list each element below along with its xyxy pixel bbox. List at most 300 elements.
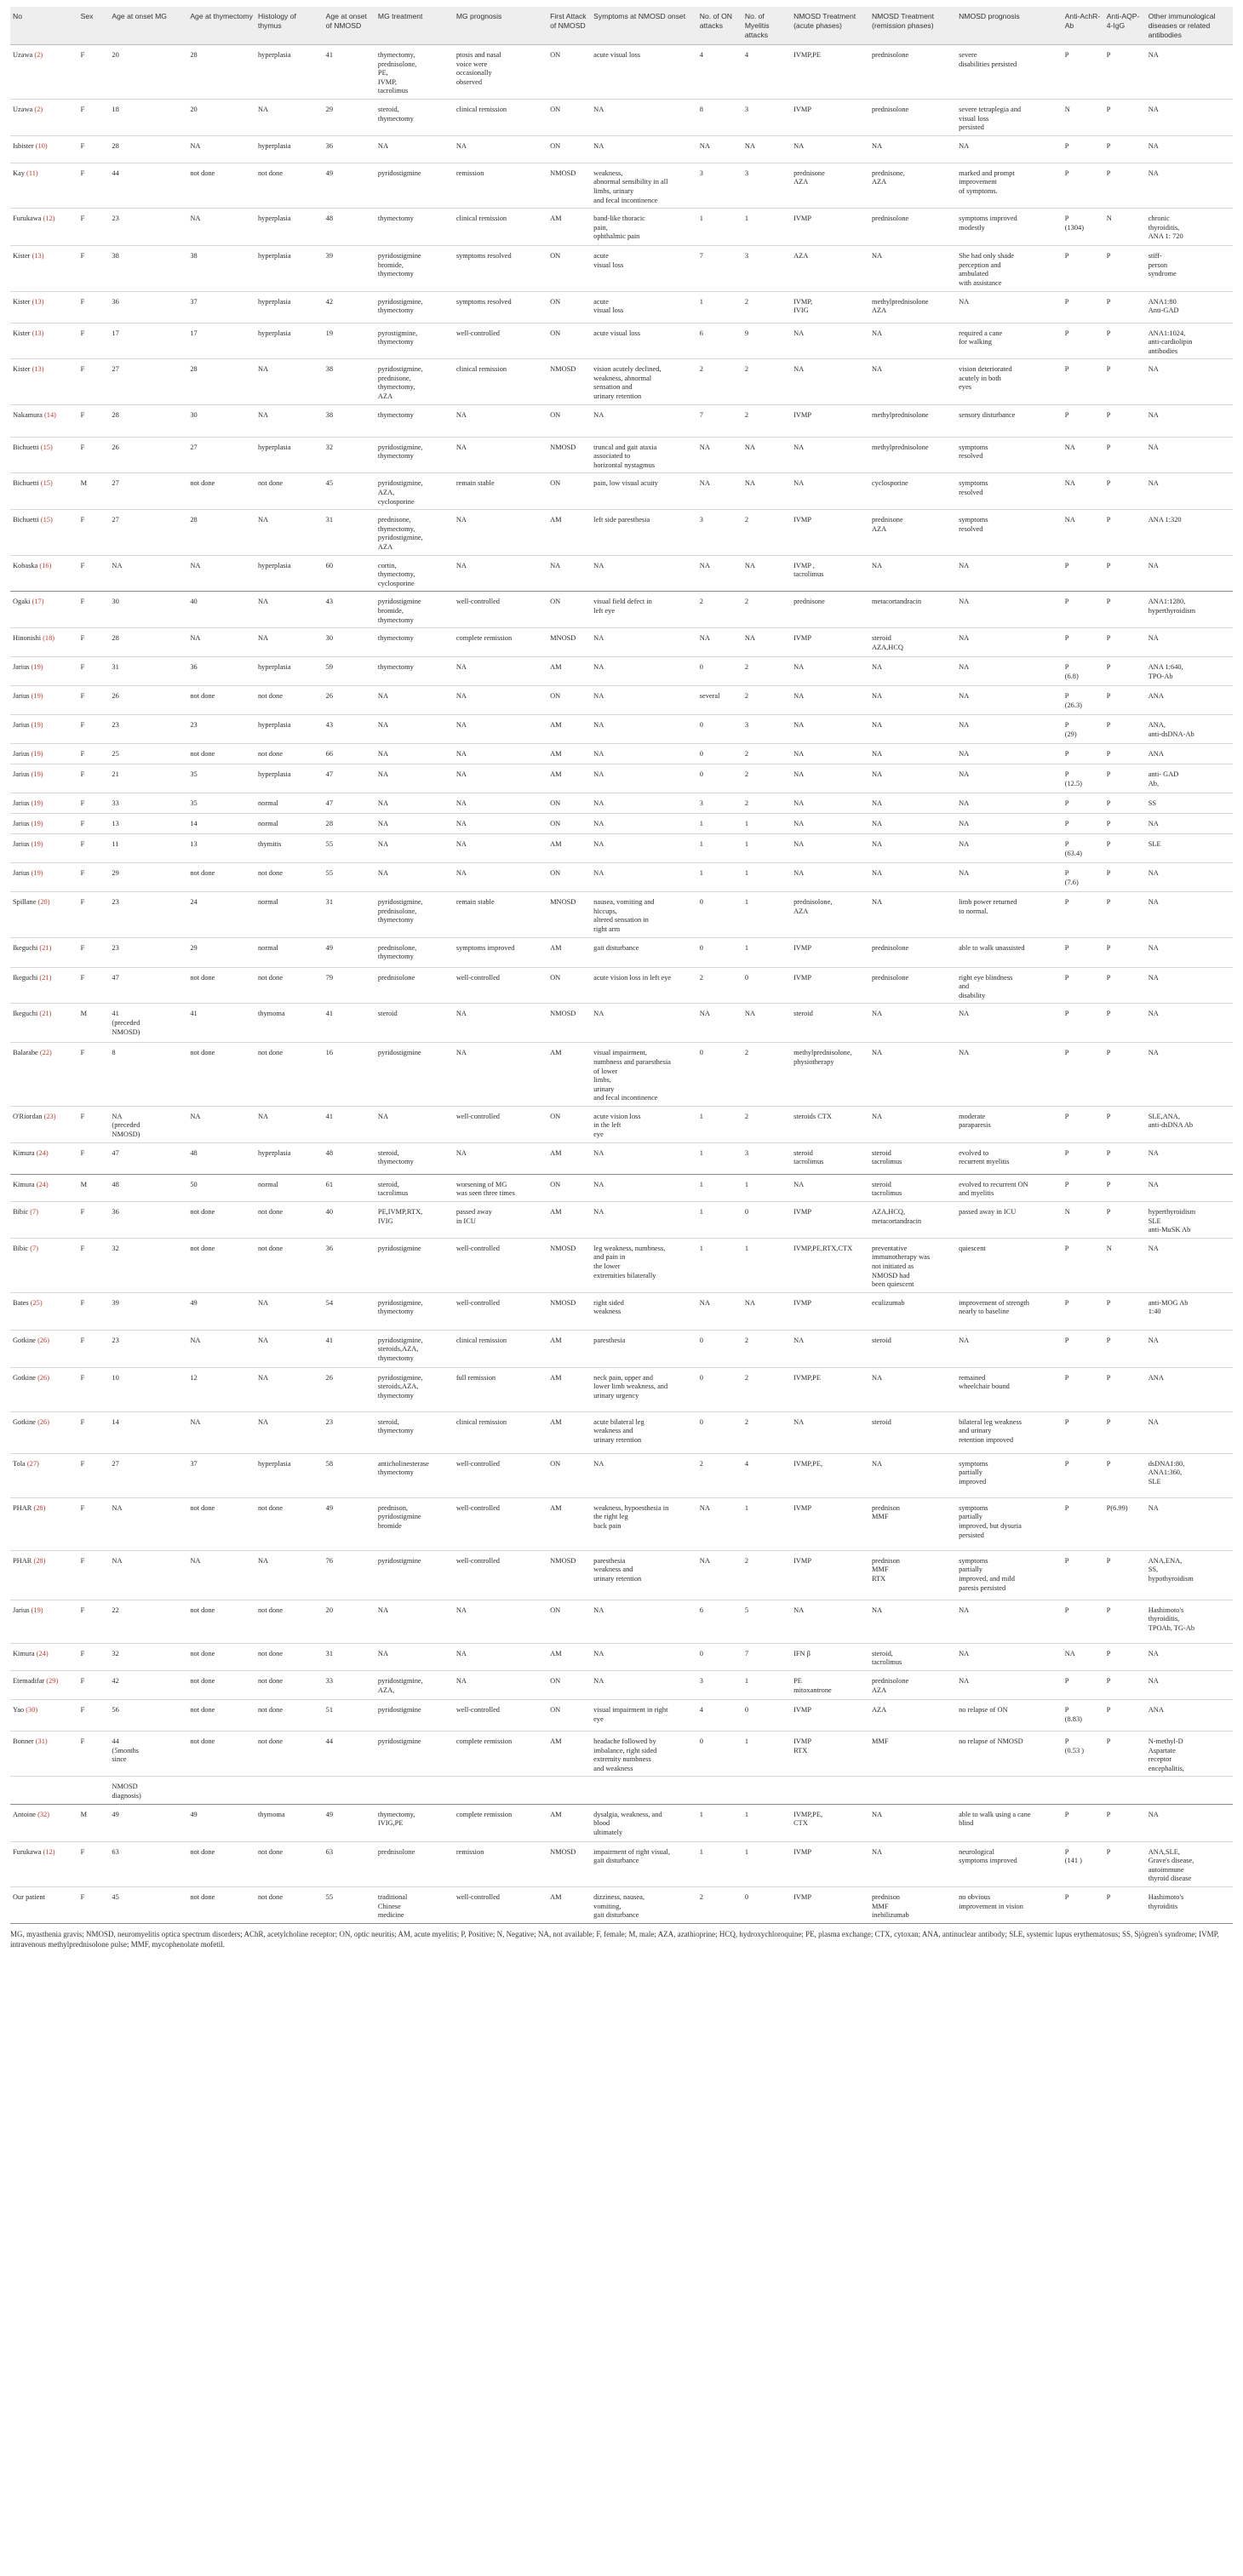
table-cell: thymoma — [255, 1004, 324, 1043]
table-cell: ON — [547, 814, 591, 834]
reference-link[interactable]: (2) — [34, 51, 43, 59]
table-cell: P — [1063, 1671, 1104, 1700]
table-cell: weakness, hypoesthesia in the right leg back pain — [591, 1497, 697, 1550]
table-cell: 18 — [109, 99, 187, 135]
column-header: MG treatment — [375, 7, 454, 45]
table-cell: NA — [791, 715, 869, 744]
table-cell: NA — [454, 135, 547, 163]
table-cell: 20 — [324, 1600, 375, 1643]
table-cell: 29 — [187, 937, 255, 967]
reference-link[interactable]: (19) — [31, 692, 43, 701]
table-cell: 38 — [324, 359, 375, 404]
table-cell: F — [78, 99, 110, 135]
table-cell: IVMP , tacrolimus — [791, 555, 869, 592]
cell-study — [10, 1804, 78, 1841]
table-cell: AM — [547, 1330, 591, 1367]
table-cell: P — [1104, 967, 1146, 1004]
table-cell: NMOSD — [547, 1004, 591, 1043]
reference-link[interactable]: (7) — [30, 1244, 39, 1252]
table-cell: 30 — [109, 592, 187, 628]
case-table — [10, 7, 1233, 1924]
table-cell: steroid tacrolimus — [869, 1174, 956, 1201]
column-header: Anti-AchR-Ab — [1063, 7, 1104, 45]
table-cell: F — [78, 592, 110, 628]
reference-link[interactable]: (19) — [31, 721, 43, 730]
reference-link[interactable]: (27) — [26, 1459, 39, 1468]
cell-study — [10, 764, 78, 793]
table-cell: 0 — [697, 1367, 742, 1411]
table-cell: 22 — [109, 1600, 187, 1643]
table-cell: NA — [255, 592, 324, 628]
table-cell: NA — [187, 1106, 255, 1142]
table-cell: NA — [956, 628, 1063, 657]
table-footnote: MG, myasthenia gravis; NMOSD, neuromyelitis optica spectrum disorders; AChR, acetylcholine receptor; ON, optic neuritis; AM, acute myelitis; P, Positive; N, Negative; NA, not available; F, female; M, male; AZA, azathioprine; HCQ, hydroxychloroquine; PE, plasma exchange; CTX, cytoxan; ANA, antinuclear antibody; SLE, systemic lupus erythematosus; SS, Sjögren's syndrome; IVMP, intravenous methylprednisolone pulse; MMF, mycophenolate mofetil. — [10, 1929, 1219, 1949]
table-cell: visual impairment in right eye — [591, 1700, 697, 1732]
table-cell: pain, low visual acuity — [591, 473, 697, 510]
table-cell: NA — [742, 473, 791, 510]
table-cell: normal — [255, 1174, 324, 1201]
table-cell: 1 — [742, 1671, 791, 1700]
table-cell: pyridostigmine bromide, thymectomy — [375, 592, 454, 628]
reference-link[interactable]: (26) — [37, 1417, 50, 1426]
table-cell: anti-MOG Ab 1:40 — [1146, 1292, 1233, 1330]
table-cell: ANA — [1146, 1367, 1233, 1411]
table-cell: well-controlled — [454, 1886, 547, 1923]
table-cell: NA — [187, 135, 255, 163]
table-cell: NA — [869, 863, 956, 892]
table-cell: IVMP RTX — [791, 1732, 869, 1777]
table-cell: ON — [547, 863, 591, 892]
table-cell: normal — [255, 793, 324, 814]
table-cell: 42 — [109, 1671, 187, 1700]
table-cell: 35 — [187, 793, 255, 814]
column-header: Symptoms at NMOSD onset — [591, 7, 697, 45]
table-cell: NA — [791, 1330, 869, 1367]
reference-link[interactable]: (12) — [43, 215, 55, 223]
table-cell: symptoms resolved — [956, 510, 1063, 555]
table-cell: F — [78, 814, 110, 834]
table-row — [10, 1330, 1233, 1367]
table-row — [10, 793, 1233, 814]
reference-link[interactable]: (19) — [31, 820, 43, 828]
table-cell: able to walk using a cane blind — [956, 1804, 1063, 1841]
table-cell: 2 — [697, 359, 742, 404]
table-cell: N-methyl-D Aspartate receptor encephalitis, — [1146, 1732, 1233, 1777]
table-cell: F — [78, 359, 110, 404]
table-cell: pyridostigmine, AZA, — [375, 1671, 454, 1700]
table-cell: P — [1063, 1238, 1104, 1292]
table-row — [10, 555, 1233, 592]
reference-link[interactable]: (24) — [36, 1180, 49, 1188]
table-cell: NA — [187, 555, 255, 592]
table-cell: well-controlled — [454, 592, 547, 628]
table-cell: NA — [1146, 1238, 1233, 1292]
table-cell: F — [78, 1202, 110, 1239]
table-cell: P (26.3) — [1063, 686, 1104, 715]
table-cell: 35 — [187, 764, 255, 793]
reference-link[interactable]: (19) — [31, 750, 43, 758]
reference-link[interactable]: (28) — [33, 1503, 46, 1512]
reference-link[interactable]: (19) — [31, 1606, 43, 1614]
cell-study — [10, 834, 78, 863]
table-row — [10, 592, 1233, 628]
table-cell: 7 — [697, 246, 742, 291]
study-author: Ikeguchi — [13, 1010, 38, 1018]
reference-link[interactable]: (7) — [30, 1208, 39, 1216]
table-cell: IVMP — [791, 1550, 869, 1600]
reference-link[interactable]: (12) — [43, 1847, 55, 1856]
table-cell: vision deteriorated acutely in both eyes — [956, 359, 1063, 404]
table-cell: 48 — [187, 1142, 255, 1174]
table-cell: NA — [869, 657, 956, 686]
cell-study — [10, 45, 78, 100]
study-author: Bonner — [13, 1737, 34, 1746]
table-cell: F — [78, 628, 110, 657]
table-cell: NA — [1063, 510, 1104, 555]
table-cell: 28 — [109, 628, 187, 657]
table-cell: NA — [375, 834, 454, 863]
table-cell: pyridostigmine — [375, 1238, 454, 1292]
table-cell: complete remission — [454, 1732, 547, 1777]
table-cell: 36 — [109, 291, 187, 323]
table-cell: AM — [547, 1643, 591, 1670]
table-cell: MNOSD — [547, 628, 591, 657]
table-cell: 1 — [742, 1174, 791, 1201]
table-cell: NA — [454, 764, 547, 793]
table-cell: 0 — [697, 1043, 742, 1107]
table-cell: IVMP — [791, 967, 869, 1004]
table-cell: 0 — [742, 1202, 791, 1239]
table-cell: IVMP, IVIG — [791, 291, 869, 323]
table-row — [10, 437, 1233, 473]
table-cell: NA — [791, 764, 869, 793]
table-cell: 3 — [742, 1142, 791, 1174]
table-cell: 47 — [109, 1142, 187, 1174]
table-cell: NA — [956, 814, 1063, 834]
table-cell: AM — [547, 657, 591, 686]
table-cell: F — [78, 1600, 110, 1643]
reference-link[interactable]: (15) — [40, 516, 53, 524]
table-cell: not done — [187, 1497, 255, 1550]
table-cell: P — [1104, 510, 1146, 555]
table-row — [10, 323, 1233, 359]
table-cell: NMOSD — [547, 1238, 591, 1292]
table-cell: AM — [547, 1804, 591, 1841]
reference-link[interactable]: (19) — [31, 663, 43, 672]
table-cell: 41 — [324, 45, 375, 100]
table-cell: P — [1063, 892, 1104, 937]
table-cell: NA — [1146, 1804, 1233, 1841]
table-cell: full remission — [454, 1367, 547, 1411]
cell-study — [10, 793, 78, 814]
table-cell: 27 — [109, 510, 187, 555]
table-cell: NA — [591, 555, 697, 592]
table-cell: NA — [1146, 892, 1233, 937]
table-cell: NA — [375, 1643, 454, 1670]
table-cell: N — [1104, 1238, 1146, 1292]
table-cell: anticholinesterase thymectomy — [375, 1453, 454, 1497]
reference-link[interactable]: (29) — [46, 1677, 59, 1686]
table-cell: 28 — [187, 359, 255, 404]
table-row — [10, 1643, 1233, 1670]
table-cell: IVMP — [791, 404, 869, 437]
table-cell: 48 — [109, 1174, 187, 1201]
table-cell: AM — [547, 209, 591, 246]
reference-link[interactable]: (19) — [31, 840, 43, 849]
table-cell: pyridostigmine, thymectomy — [375, 437, 454, 473]
table-cell: clinical remission — [454, 209, 547, 246]
reference-link[interactable]: (11) — [26, 169, 38, 177]
table-row — [10, 1411, 1233, 1453]
study-author: Uzawa — [13, 105, 33, 113]
cell-study — [10, 1174, 78, 1201]
table-cell: NA — [255, 359, 324, 404]
table-cell: 41 — [187, 1004, 255, 1043]
table-cell: 27 — [109, 473, 187, 510]
table-cell: symptoms improved — [454, 937, 547, 967]
table-cell: NA — [187, 209, 255, 246]
table-cell: 42 — [324, 291, 375, 323]
table-cell: steroid AZA,HCQ — [869, 628, 956, 657]
table-cell: severe tetraplegia and visual loss persisted — [956, 99, 1063, 135]
table-cell: prednisolone — [869, 967, 956, 1004]
table-cell: F — [78, 1106, 110, 1142]
reference-link[interactable]: (13) — [32, 365, 44, 374]
table-cell: hyperplasia — [255, 291, 324, 323]
table-cell: NA — [791, 135, 869, 163]
table-cell: P — [1104, 99, 1146, 135]
table-cell: prednisone AZA — [869, 510, 956, 555]
reference-link[interactable]: (2) — [34, 105, 43, 113]
table-cell: 1 — [742, 1497, 791, 1550]
table-cell: NA — [869, 1004, 956, 1043]
table-cell: 3 — [742, 715, 791, 744]
table-cell: P — [1063, 1174, 1104, 1201]
reference-link[interactable]: (26) — [37, 1373, 50, 1382]
study-author: Gotkine — [13, 1336, 36, 1344]
reference-link[interactable]: (19) — [31, 869, 43, 878]
reference-link[interactable]: (13) — [32, 329, 44, 337]
table-row — [10, 1004, 1233, 1043]
table-cell: 7 — [742, 1643, 791, 1670]
table-cell: 1 — [697, 1106, 742, 1142]
table-cell: NA — [375, 863, 454, 892]
table-cell: NA — [869, 359, 956, 404]
table-cell: NA — [869, 764, 956, 793]
table-cell: ANA 1:320 — [1146, 510, 1233, 555]
reference-link[interactable]: (10) — [35, 141, 48, 150]
table-cell: pyridostigmine, steroids,AZA, thymectomy — [375, 1367, 454, 1411]
table-cell: NA — [956, 744, 1063, 764]
table-cell: MMF — [869, 1732, 956, 1777]
table-cell: F — [78, 246, 110, 291]
table-cell: NA — [869, 686, 956, 715]
table-cell: 23 — [109, 937, 187, 967]
table-cell: complete remission — [454, 628, 547, 657]
table-cell: dsDNA1:80, ANA1:360, SLE — [1146, 1453, 1233, 1497]
reference-link[interactable]: (21) — [39, 973, 52, 982]
table-cell: 32 — [109, 1643, 187, 1670]
table-cell: 0 — [742, 1700, 791, 1732]
table-cell: 25 — [109, 744, 187, 764]
table-cell — [1104, 1777, 1146, 1804]
table-cell: 2 — [742, 291, 791, 323]
table-cell: not done — [255, 686, 324, 715]
table-row — [10, 1106, 1233, 1142]
table-cell: NA — [1146, 1411, 1233, 1453]
table-cell: NA — [791, 814, 869, 834]
table-cell: 47 — [109, 967, 187, 1004]
table-cell: F — [78, 1732, 110, 1777]
table-cell: 2 — [742, 359, 791, 404]
table-row — [10, 1367, 1233, 1411]
table-cell: NA — [375, 1106, 454, 1142]
table-cell: F — [78, 1497, 110, 1550]
reference-link[interactable]: (15) — [40, 443, 53, 451]
study-author: Furukawa — [13, 215, 42, 223]
table-cell: ANA,SLE, Grave's disease, autoimmune thyroid disease — [1146, 1841, 1233, 1886]
table-cell: 49 — [324, 1497, 375, 1550]
table-cell: NA — [869, 793, 956, 814]
table-cell: clinical remission — [454, 99, 547, 135]
table-cell: P (63.4) — [1063, 834, 1104, 863]
table-cell: steroid, tacrolimus — [375, 1174, 454, 1201]
table-cell: not done — [255, 1841, 324, 1886]
table-cell: 0 — [697, 1732, 742, 1777]
reference-link[interactable]: (19) — [31, 770, 43, 779]
table-cell: 23 — [187, 715, 255, 744]
reference-link[interactable]: (30) — [26, 1706, 38, 1714]
table-row — [10, 1142, 1233, 1174]
cell-study — [10, 209, 78, 246]
cell-study — [10, 246, 78, 291]
table-cell: F — [78, 163, 110, 208]
table-cell: NA — [591, 715, 697, 744]
table-cell: NA — [869, 834, 956, 863]
reference-link[interactable]: (16) — [39, 561, 52, 570]
table-cell: 2 — [742, 686, 791, 715]
cell-study — [10, 323, 78, 359]
table-cell: NA — [869, 135, 956, 163]
study-author: Kimura — [13, 1649, 35, 1657]
table-cell: 8 — [697, 99, 742, 135]
table-cell: 1 — [742, 1238, 791, 1292]
table-cell: M — [78, 1004, 110, 1043]
reference-link[interactable]: (24) — [36, 1649, 49, 1657]
reference-link[interactable]: (13) — [32, 252, 44, 260]
reference-link[interactable]: (14) — [43, 410, 56, 419]
table-cell: NA — [791, 834, 869, 863]
table-cell: 76 — [324, 1550, 375, 1600]
reference-link[interactable]: (21) — [39, 943, 52, 952]
cell-study — [10, 1671, 78, 1700]
cell-study — [10, 404, 78, 437]
table-cell: P — [1104, 291, 1146, 323]
reference-link[interactable]: (18) — [43, 634, 55, 643]
reference-link[interactable]: (19) — [31, 799, 43, 808]
table-cell: 48 — [324, 1142, 375, 1174]
table-cell: NA — [791, 1411, 869, 1453]
table-cell: hyperplasia — [255, 764, 324, 793]
reference-link[interactable]: (17) — [32, 598, 44, 606]
table-cell: P — [1104, 473, 1146, 510]
table-cell: ANA 1:640, TPO-Ab — [1146, 657, 1233, 686]
table-cell: pyridostigmine, prednisone, thymectomy, AZA — [375, 359, 454, 404]
study-author: Etemadifar — [13, 1677, 45, 1686]
reference-link[interactable]: (22) — [39, 1049, 52, 1057]
table-cell: prednison MMF RTX — [869, 1550, 956, 1600]
table-cell: 17 — [187, 323, 255, 359]
table-cell: vision acutely declined, weakness, abnormal sensation and urinary retention — [591, 359, 697, 404]
table-cell: P — [1104, 135, 1146, 163]
table-cell: NA — [1146, 967, 1233, 1004]
table-cell: NA — [1146, 163, 1233, 208]
table-cell: 10 — [109, 1367, 187, 1411]
table-cell: thymectomy, IVIG,PE — [375, 1804, 454, 1841]
table-cell: pyridostigmine, thymectomy — [375, 1292, 454, 1330]
table-cell: 1 — [742, 892, 791, 937]
reference-link[interactable]: (20) — [37, 898, 50, 907]
reference-link[interactable]: (28) — [33, 1556, 46, 1565]
table-cell: hyperplasia — [255, 246, 324, 291]
table-cell: hyperplasia — [255, 323, 324, 359]
table-cell: clinical remission — [454, 359, 547, 404]
table-cell: 21 — [109, 764, 187, 793]
table-cell: 1 — [742, 1841, 791, 1886]
table-cell: acute bilateral leg weakness and urinary retention — [591, 1411, 697, 1453]
reference-link[interactable]: (15) — [40, 479, 53, 488]
reference-link[interactable]: (32) — [37, 1810, 50, 1818]
table-cell: NA — [1146, 45, 1233, 100]
table-cell: AM — [547, 937, 591, 967]
study-author: Ogaki — [13, 598, 31, 606]
reference-link[interactable]: (24) — [36, 1148, 49, 1157]
table-cell: P — [1104, 1671, 1146, 1700]
table-cell: not done — [255, 163, 324, 208]
reference-link[interactable]: (26) — [37, 1336, 50, 1344]
table-cell: NA — [591, 1671, 697, 1700]
table-cell: Hashimoto's thyroiditis, TPOAb, TG-Ab — [1146, 1600, 1233, 1643]
table-cell: 50 — [187, 1174, 255, 1201]
table-cell: 2 — [742, 793, 791, 814]
table-cell: NA — [375, 793, 454, 814]
table-cell: 0 — [697, 1643, 742, 1670]
table-cell: 0 — [697, 1411, 742, 1453]
table-cell: NA — [454, 1600, 547, 1643]
reference-link[interactable]: (21) — [39, 1010, 52, 1018]
reference-link[interactable]: (25) — [30, 1298, 43, 1307]
reference-link[interactable]: (31) — [35, 1737, 48, 1746]
table-cell: passed away in ICU — [956, 1202, 1063, 1239]
table-cell: 28 — [324, 814, 375, 834]
study-author: PHAR — [13, 1556, 32, 1565]
reference-link[interactable]: (23) — [43, 1112, 56, 1120]
table-cell — [547, 1777, 591, 1804]
table-cell: ON — [547, 404, 591, 437]
reference-link[interactable]: (13) — [32, 297, 44, 306]
table-row — [10, 1550, 1233, 1600]
table-cell: 38 — [187, 246, 255, 291]
table-cell: ON — [547, 1671, 591, 1700]
table-cell: not done — [255, 863, 324, 892]
table-cell: NA — [109, 555, 187, 592]
table-cell: NA — [454, 1671, 547, 1700]
table-cell: thymectomy — [375, 657, 454, 686]
table-cell: N — [1063, 99, 1104, 135]
table-cell: 1 — [742, 863, 791, 892]
table-cell: pyridostigmine — [375, 1732, 454, 1777]
table-cell: P — [1063, 1142, 1104, 1174]
